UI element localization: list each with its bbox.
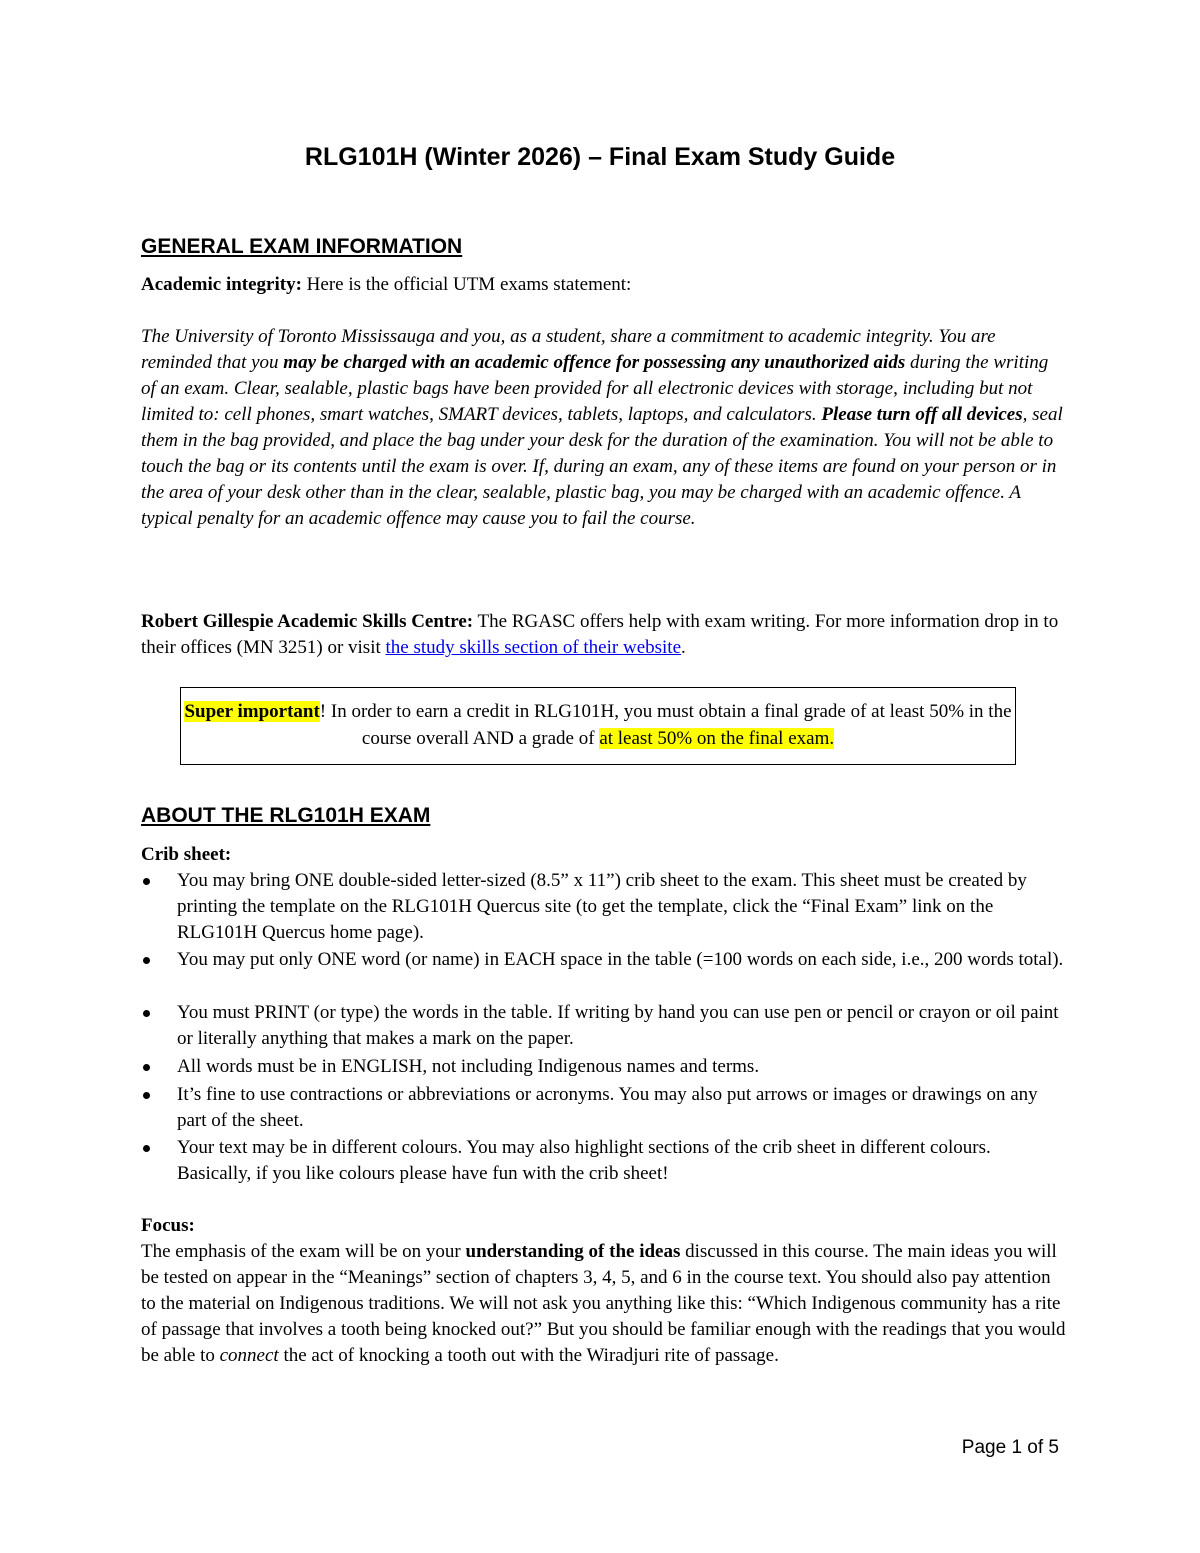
utm-statement [141,324,1066,532]
list-item [141,1054,1066,1080]
rgasc-label: Robert Gillespie Academic Skills Centre: [141,611,474,632]
super-important-label: Super important [184,701,320,722]
crib-sheet-heading [141,842,1066,868]
bullet-icon [143,1145,150,1152]
list-item [141,868,1066,946]
list-item [141,947,1066,973]
academic-integrity-text: Here is the official UTM exams statement: [306,274,632,295]
important-notice-box [180,687,1016,765]
list-item-text: You must PRINT (or type) the words in the table. If writing by hand you can use pen or pencil or crayon or oil paint or literally anything that makes a mark on the paper. [177,1002,1059,1049]
statement-text-3: , seal them in the bag provided, and place the bag under your desk for the duration of the examination. You will not be able to touch the bag or its contents until the exam is over. If, during an exam, any of these items are found on your person or in the area of your desk other than in the clear, sealable, plastic bag, you may be charged with an academic offence. A typical penalty for an academic offence may cause you to fail the course. [141,404,1063,529]
rgasc-period: . [681,637,686,658]
list-item [141,1000,1066,1052]
focus-bold: understanding of the ideas [465,1241,681,1262]
study-skills-link[interactable]: the study skills section of their website [385,637,682,658]
bullet-icon [143,1092,150,1099]
crib-sheet-label: Crib sheet: [141,844,232,865]
focus-text-1: The emphasis of the exam will be on your [141,1241,461,1262]
focus-heading [141,1213,1066,1239]
academic-integrity-label: Academic integrity: [141,274,302,295]
list-item-text: It’s fine to use contractions or abbreviations or acronyms. You may also put arrows or images or drawings on any part of the sheet. [177,1084,1038,1131]
section-heading-general: GENERAL EXAM INFORMATION [141,235,463,258]
notice-text: In order to earn a credit in RLG101H, you must obtain a final grade of at least 50% in the course overall AND a grade of [330,701,1012,749]
list-item-text: Your text may be in different colours. You may also highlight sections of the crib sheet in different colours. Basically, if you like colours please have fun with the crib sheet! [177,1137,991,1184]
page-title: RLG101H (Winter 2026) – Final Exam Study Guide [304,143,896,171]
focus-italic: connect [219,1345,279,1366]
notice-highlight: at least 50% on the final exam. [599,728,835,749]
page-number: Page 1 of 5 [961,1437,1059,1458]
list-item [141,1082,1066,1134]
rgasc-paragraph [141,609,1066,661]
focus-text-3: the act of knocking a tooth out with the Wiradjuri rite of passage. [283,1345,779,1366]
focus-label: Focus: [141,1215,195,1236]
statement-text-2: during the writing of an exam. Clear, sealable, plastic bags have been provided for all electronic devices with storage, including but not limited to: cell phones, smart watches, SMART devices, tablets, laptops, and calculators. [141,352,1049,425]
focus-text-2: discussed in this course. The main ideas you will be tested on appear in the “Meanings” section of chapters 3, 4, 5, and 6 in the course text. You should also pay attention to the material on Indigenous traditions. We will not ask you anything like this: “Which Indigenous community has a rite of passage that involves a tooth being knocked out?” But you should be familiar enough with the readings that you would be able to [141,1241,1066,1366]
rgasc-text: The RGASC offers help with exam writing. For more information drop in to their offices (MN 3251) or visit [141,611,1059,658]
list-item-text: You may bring ONE double-sided letter-sized (8.5” x 11”) crib sheet to the exam. This sheet must be created by printing the template on the RLG101H Quercus site (to get the template, click the “Final Exam” link on the RLG101H Quercus home page). [177,870,1027,943]
statement-bold-2: Please turn off all devices [821,404,1023,425]
list-item-text: All words must be in ENGLISH, not including Indigenous names and terms. [177,1056,760,1077]
list-item-text: You may put only ONE word (or name) in EACH space in the table (=100 words on each side, i.e., 200 words total). [177,949,1064,970]
list-item [141,1135,1066,1187]
statement-text-1: The University of Toronto Mississauga and you, as a student, share a commitment to academic integrity. You are reminded that you [141,326,996,373]
focus-paragraph [141,1239,1066,1369]
section-heading-about-exam: ABOUT THE RLG101H EXAM [141,804,431,827]
bullet-icon [143,878,150,885]
bullet-icon [143,1010,150,1017]
bullet-icon [143,1064,150,1071]
academic-integrity-paragraph [141,272,1066,298]
notice-exclamation: ! [319,701,327,722]
bullet-icon [143,957,150,964]
statement-bold-1: may be charged with an academic offence for possessing any unauthorized aids [283,352,906,373]
